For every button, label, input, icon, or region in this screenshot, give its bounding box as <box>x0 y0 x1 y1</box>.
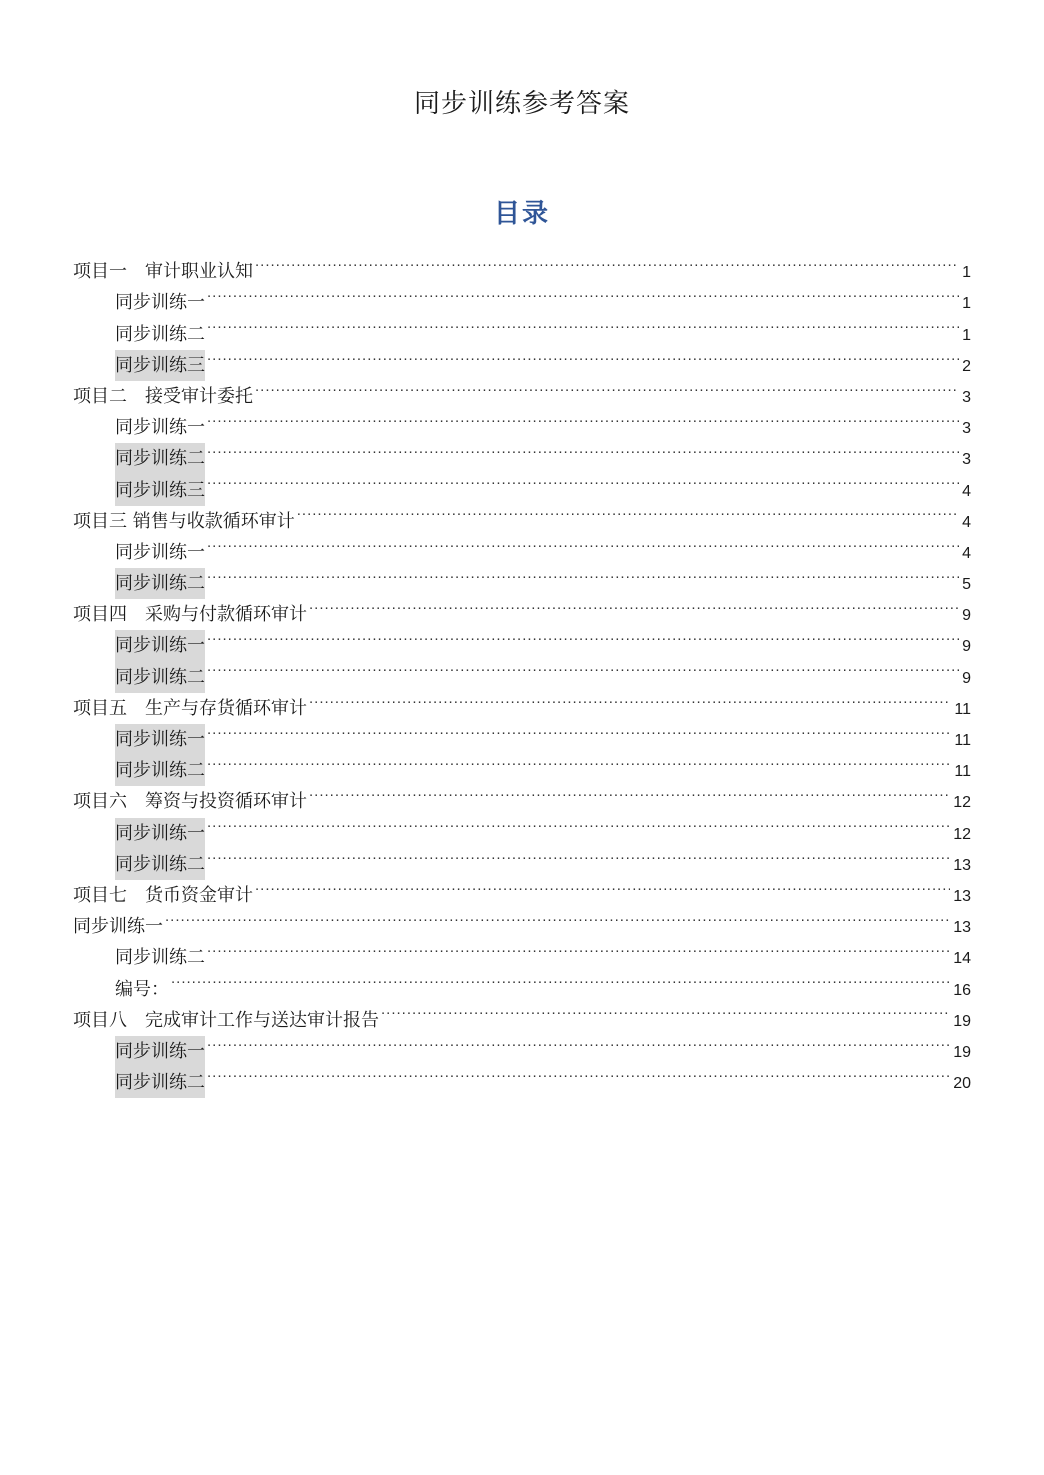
toc-entry-label: 项目一 审计职业认知 <box>73 261 253 283</box>
toc-page-number: 3 <box>962 420 971 438</box>
toc-page-number: 5 <box>962 576 971 594</box>
toc-entry[interactable] <box>73 714 971 750</box>
toc-entry-label: 同步训练一 <box>115 1036 205 1067</box>
toc-entry-label: 项目六 筹资与投资循环审计 <box>73 791 307 813</box>
toc-page-number: 12 <box>953 825 971 843</box>
toc-page-number: 9 <box>962 669 971 687</box>
toc-dot-leader <box>207 714 951 745</box>
toc-dot-leader <box>255 371 959 402</box>
toc-entry-label: 同步训练一 <box>115 818 205 849</box>
toc-dot-leader <box>207 932 950 963</box>
toc-entry[interactable] <box>73 402 971 439</box>
toc-page-number: 4 <box>962 482 971 500</box>
toc-entry-label: 同步训练三 <box>115 350 205 381</box>
toc-dot-leader <box>207 620 959 651</box>
toc-dot-leader <box>207 340 959 371</box>
toc-entry[interactable] <box>73 1026 971 1062</box>
toc-entry[interactable] <box>73 963 971 1000</box>
toc-entry[interactable] <box>73 496 971 532</box>
toc-entry-label: 项目七 货币资金审计 <box>73 884 253 906</box>
toc-dot-leader <box>207 1026 950 1057</box>
toc-page-number: 11 <box>954 732 971 749</box>
toc-dot-leader <box>207 527 959 558</box>
toc-entry[interactable] <box>73 371 971 407</box>
toc-dot-leader <box>207 839 950 870</box>
toc-entry-label: 同步训练一 <box>115 541 205 563</box>
toc-entry-label: 项目五 生产与存货循环审计 <box>73 697 307 719</box>
toc-page-number: 14 <box>953 950 971 968</box>
toc-page-number: 4 <box>962 544 971 562</box>
toc-entry[interactable] <box>73 340 971 376</box>
toc-page-number: 19 <box>953 1012 971 1030</box>
toc-page-number: 9 <box>962 638 971 656</box>
toc-entry-label: 同步训练二 <box>115 323 205 345</box>
toc-entry-label: 同步训练二 <box>115 568 205 599</box>
toc-entry-label: 同步训练一 <box>115 292 205 314</box>
toc-dot-leader <box>207 558 959 589</box>
toc-entry[interactable] <box>73 433 971 470</box>
toc-dot-leader <box>207 308 959 339</box>
table-of-contents <box>73 246 971 1094</box>
toc-page-number: 3 <box>962 451 971 469</box>
toc-page-number: 11 <box>954 763 971 781</box>
toc-dot-leader <box>207 651 959 682</box>
toc-entry[interactable] <box>73 277 971 314</box>
toc-dot-leader <box>207 745 951 776</box>
toc-dot-leader <box>309 589 959 620</box>
toc-page-number: 4 <box>962 513 971 531</box>
toc-entry-label: 同步训练一 <box>115 417 205 439</box>
toc-entry-label: 同步训练二 <box>115 755 205 786</box>
toc-heading: 目录 <box>493 199 550 229</box>
toc-page-number: 12 <box>953 794 971 812</box>
toc-entry[interactable] <box>73 464 971 501</box>
toc-entry[interactable] <box>73 807 971 844</box>
toc-dot-leader <box>207 277 959 308</box>
toc-entry[interactable] <box>73 745 971 782</box>
toc-dot-leader <box>165 901 950 932</box>
toc-entry[interactable] <box>73 932 971 969</box>
toc-page-number: 19 <box>953 1043 971 1061</box>
toc-entry-label: 同步训练三 <box>115 475 205 506</box>
toc-entry[interactable] <box>73 870 971 906</box>
toc-entry[interactable] <box>73 901 971 938</box>
toc-entry-label: 同步训练二 <box>115 947 205 969</box>
toc-entry[interactable] <box>73 589 971 626</box>
toc-entry[interactable] <box>73 839 971 875</box>
toc-dot-leader <box>171 963 950 994</box>
toc-dot-leader <box>207 402 959 433</box>
toc-entry[interactable] <box>73 558 971 595</box>
toc-entry-label: 项目三 销售与收款循环审计 <box>73 510 295 532</box>
toc-page-number: 3 <box>962 388 971 406</box>
toc-dot-leader <box>255 870 950 901</box>
toc-entry-label: 项目四 采购与付款循环审计 <box>73 604 307 626</box>
toc-page-number: 20 <box>953 1075 971 1093</box>
toc-page-number: 16 <box>953 981 971 999</box>
toc-page-number: 1 <box>962 264 971 282</box>
toc-entry[interactable] <box>73 995 971 1031</box>
toc-dot-leader <box>207 464 959 495</box>
toc-entry-label: 编号： <box>115 978 169 1000</box>
toc-page-number: 1 <box>962 326 971 344</box>
toc-page-number: 13 <box>953 856 971 874</box>
toc-entry-label: 项目二 接受审计委托 <box>73 385 253 407</box>
toc-entry[interactable] <box>73 620 971 657</box>
document-title: 同步训练参考答案 <box>413 89 630 119</box>
toc-entry-label: 同步训练二 <box>115 1067 205 1098</box>
toc-dot-leader <box>255 246 959 277</box>
toc-entry-label: 同步训练一 <box>115 630 205 661</box>
toc-page-number: 1 <box>962 295 971 313</box>
toc-entry[interactable] <box>73 1057 971 1094</box>
toc-entry-label: 同步训练一 <box>73 916 163 938</box>
toc-dot-leader <box>207 1057 950 1088</box>
toc-entry-label: 同步训练二 <box>115 662 205 693</box>
toc-dot-leader <box>381 995 950 1026</box>
toc-entry-label: 同步训练二 <box>115 443 205 474</box>
toc-entry[interactable] <box>73 776 971 813</box>
toc-dot-leader <box>207 433 959 464</box>
toc-dot-leader <box>309 776 950 807</box>
toc-entry[interactable] <box>73 246 971 283</box>
toc-dot-leader <box>297 496 959 527</box>
toc-page-number: 11 <box>954 700 971 718</box>
toc-dot-leader <box>309 683 951 714</box>
toc-entry[interactable] <box>73 651 971 688</box>
toc-entry[interactable] <box>73 527 971 563</box>
toc-entry[interactable] <box>73 683 971 719</box>
toc-entry[interactable] <box>73 308 971 345</box>
toc-page-number: 9 <box>962 607 971 625</box>
toc-page-number: 13 <box>953 919 971 937</box>
toc-page-number: 13 <box>953 887 971 905</box>
toc-entry-label: 同步训练二 <box>115 849 205 880</box>
toc-entry-label: 同步训练一 <box>115 724 205 755</box>
toc-dot-leader <box>207 807 950 838</box>
toc-entry-label: 项目八 完成审计工作与送达审计报告 <box>73 1009 379 1031</box>
toc-page-number: 2 <box>962 357 971 375</box>
